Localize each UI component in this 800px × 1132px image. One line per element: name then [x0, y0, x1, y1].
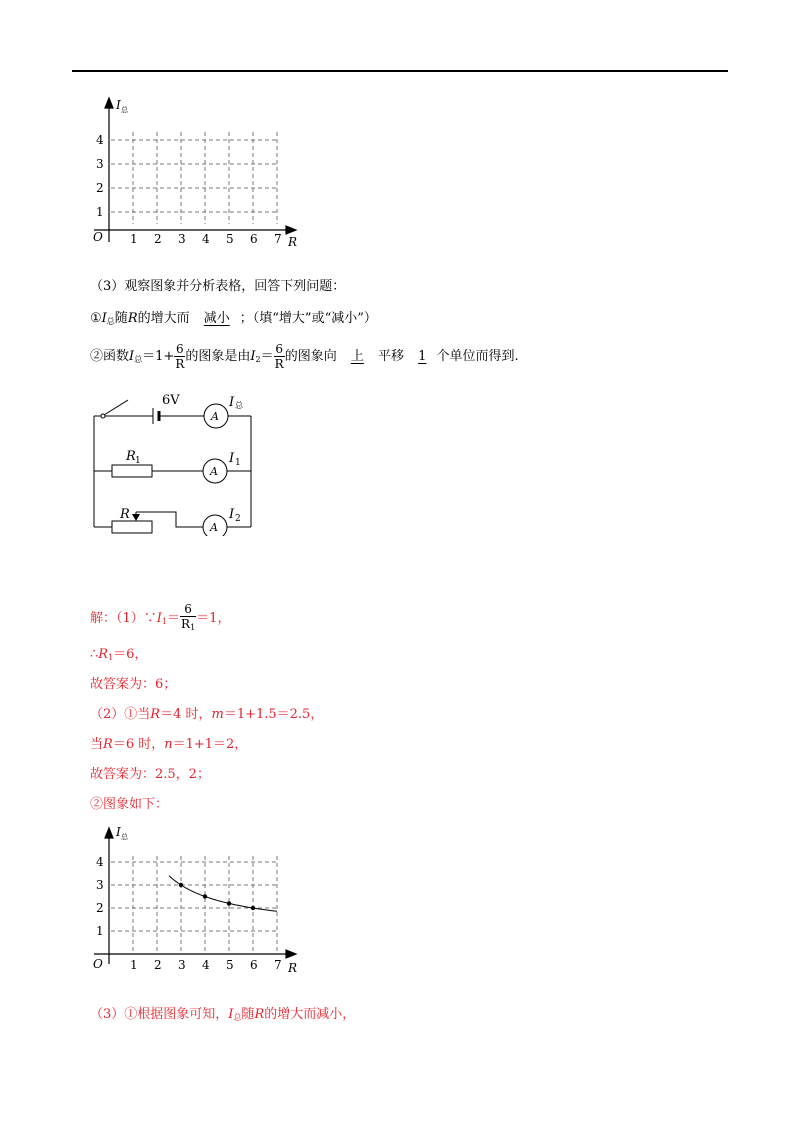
y-tick: 3 [96, 157, 104, 171]
q3-p2-fraction [174, 342, 185, 371]
q3-p1-mid: 随 [114, 311, 128, 326]
rheostat-icon [112, 521, 152, 533]
x-tick: 5 [226, 232, 234, 246]
label-i2-sub: 2 [235, 514, 241, 524]
ammeter-i2-symbol: A [210, 521, 218, 534]
y-tick: 1 [96, 924, 104, 938]
graph-bottom-y-label: I [116, 825, 121, 839]
label-i2: I [229, 507, 235, 522]
graph-top-y-ticks [96, 133, 104, 219]
sol-line-2 [90, 646, 147, 667]
sol-l5-tail: ＝1+1＝2， [172, 737, 248, 752]
resistor-r1-label: R [126, 449, 136, 464]
curve-point [227, 901, 231, 905]
sol-l8-var: I [228, 1007, 234, 1022]
x-tick: 7 [274, 232, 282, 246]
curve-point [179, 883, 183, 887]
sol-l1-tail: ＝1， [196, 611, 231, 626]
y-tick: 3 [96, 878, 104, 892]
q3-p2-text4: 平移 [378, 349, 405, 364]
ammeter-i1-symbol: A [210, 465, 218, 478]
q3-p2-answer2: 1 [418, 349, 427, 364]
sol-line-4 [90, 706, 323, 724]
q3-p2-var: I [129, 349, 135, 364]
graph-bottom-y-label-sub: 总 [121, 833, 128, 841]
sol-l1-var: I [156, 611, 162, 626]
x-tick: 2 [154, 958, 162, 972]
sol-line-3: 故答案为：6； [90, 677, 177, 692]
label-i1: I [229, 451, 235, 466]
q3-p2-text3: 的图象向 [284, 349, 337, 364]
x-tick: 1 [130, 232, 138, 246]
y-tick: 1 [96, 205, 104, 219]
x-tick: 4 [202, 958, 210, 972]
sol-l8-sub: 总 [233, 1013, 242, 1022]
sol-l5-mid: ＝6 时， [112, 737, 165, 752]
frac-den: R [175, 357, 185, 371]
sol-l4-tail: ＝1+1.5＝2.5， [223, 707, 324, 722]
sol-l2-therefore: ∴ [90, 647, 99, 662]
sol-l1-sub: 1 [161, 617, 168, 626]
q3-p1-num: ① [90, 311, 102, 326]
graph-top-y-label-sub: 总 [121, 106, 128, 114]
q3-p2-sub2: 2 [255, 355, 261, 364]
graph-top-x-arrow [286, 226, 296, 234]
graph-top-grid [111, 132, 277, 224]
q3-p2-fraction2 [274, 342, 285, 371]
frac-den-main: R [181, 617, 191, 631]
sol-l4-r: R [150, 707, 161, 722]
curve-point [203, 894, 207, 898]
ammeter-total-symbol: A [211, 410, 219, 423]
y-tick: 4 [96, 133, 104, 147]
q3-p2-num: ② [90, 349, 104, 364]
rheostat-arrow-icon [132, 514, 140, 521]
graph-bottom-curve [169, 876, 277, 912]
circuit-diagram [88, 386, 268, 536]
label-i1-sub: 1 [235, 458, 241, 468]
x-tick: 1 [130, 958, 138, 972]
frac-num: 6 [275, 342, 283, 356]
graph-top-origin: O [93, 230, 103, 244]
y-tick: 4 [96, 855, 104, 869]
q3-p2-text1: 函数 [103, 349, 130, 364]
graph-bottom-origin: O [93, 957, 103, 971]
q3-p2-answer1: 上 [350, 349, 364, 364]
frac-num: 6 [180, 602, 196, 617]
frac-den [180, 617, 196, 635]
frac-den-sub: 1 [190, 623, 196, 632]
sol-line-5 [90, 736, 247, 754]
sol-line-8 [90, 1006, 355, 1027]
graph-bottom-x-ticks [130, 958, 282, 972]
q3-p2-text5: 个单位而得到. [436, 349, 519, 364]
x-tick: 6 [250, 958, 258, 972]
sol-l4-m: m [211, 707, 224, 722]
q3-p2-sub: 总 [134, 355, 143, 364]
switch-lever-icon [104, 400, 128, 415]
q3-p2-eq2: ＝ [260, 349, 274, 364]
header-rule [72, 70, 728, 72]
battery-label: 6V [162, 393, 180, 408]
graph-bottom-x-label: R [288, 961, 298, 975]
q3-p1-text: 的增大而 [137, 311, 190, 326]
rheostat-label: R [120, 507, 130, 522]
x-tick: 5 [226, 958, 234, 972]
q3-p1-tail: ；（填“增大”或“减小”） [239, 311, 377, 326]
graph-top-x-label: R [288, 235, 298, 249]
q3-p1-r: R [127, 311, 138, 326]
x-tick: 2 [154, 232, 162, 246]
sol-l5-prefix: 当 [90, 737, 104, 752]
sol-l4-prefix: （2）①当 [90, 707, 151, 722]
sol-l5-n: n [164, 737, 173, 752]
q3-intro: （3）观察图象并分析表格，回答下列问题： [90, 279, 346, 294]
sol-l8-mid: 随 [241, 1007, 255, 1022]
q3-p2-eq: ＝1+ [142, 349, 175, 364]
graph-top-y-label: I [116, 98, 121, 112]
sol-line-1 [90, 602, 230, 635]
sol-line-7: ②图象如下： [90, 797, 169, 812]
graph-bottom-x-arrow [286, 950, 296, 958]
sol-l5-r: R [103, 737, 113, 752]
sol-l1-fraction [180, 602, 196, 635]
label-total-sub: 总 [235, 401, 243, 410]
graph-top [88, 92, 308, 252]
q3-p2-text2: 的图象是由 [185, 349, 251, 364]
x-tick: 3 [178, 958, 186, 972]
q3-part1 [90, 310, 377, 331]
sol-l2-var: R [98, 647, 109, 662]
sol-l2-sub: 1 [108, 653, 114, 662]
graph-top-x-ticks [130, 232, 282, 246]
rheostat-slider-wire [136, 512, 203, 527]
resistor-r1-icon [112, 465, 152, 477]
q3-p1-answer: 减小 [203, 311, 230, 326]
graph-bottom-y-arrow [105, 828, 113, 838]
sol-line-6: 故答案为：2.5，2； [90, 767, 210, 782]
x-tick: 7 [274, 958, 282, 972]
sol-l8-tail: 的增大而减小， [264, 1007, 356, 1022]
curve-point [251, 906, 255, 910]
x-tick: 3 [178, 232, 186, 246]
q3-p2-var2: I [250, 349, 256, 364]
graph-top-y-arrow [105, 98, 113, 108]
x-tick: 4 [202, 232, 210, 246]
frac-num: 6 [176, 342, 184, 356]
y-tick: 2 [96, 181, 104, 195]
graph-bottom-y-ticks [96, 855, 104, 938]
label-total: I [229, 395, 235, 410]
sol-l2-tail: ＝6， [113, 647, 148, 662]
sol-l4-mid: ＝4 时， [160, 707, 212, 722]
graph-bottom-grid [111, 856, 277, 954]
sol-l8-r: R [254, 1007, 265, 1022]
sol-l8-prefix: （3）①根据图象可知， [90, 1007, 229, 1022]
y-tick: 2 [96, 901, 104, 915]
graph-bottom [88, 822, 308, 982]
x-tick: 6 [250, 232, 258, 246]
q3-p1-var: I [101, 311, 107, 326]
q3-part2 [90, 342, 519, 371]
q3-p1-sub: 总 [106, 317, 115, 326]
sol-l1-eq: ＝ [167, 611, 181, 626]
frac-den: R [274, 357, 284, 371]
resistor-r1-sub: 1 [135, 456, 141, 466]
sol-l1-prefix: 解：（1）∵ [90, 611, 157, 626]
